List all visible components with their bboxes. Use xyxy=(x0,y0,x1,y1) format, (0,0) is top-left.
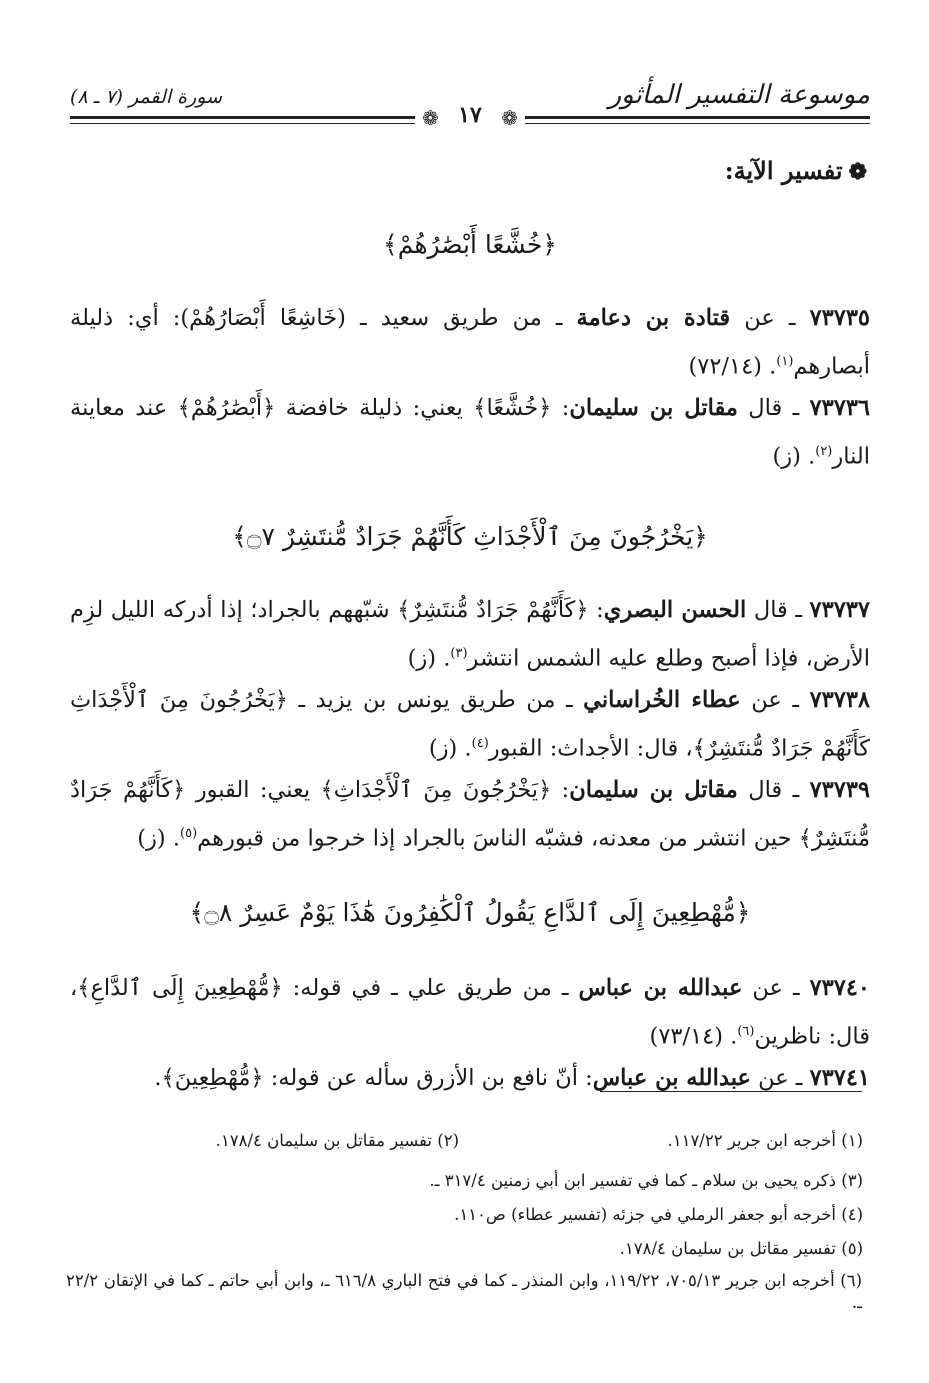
footnote-divider xyxy=(600,1091,862,1092)
book-title: موسوعة التفسير المأثور xyxy=(608,80,870,110)
entry-number: ٧٣٧٣٥ xyxy=(809,305,870,331)
entry-reference: . (ز) xyxy=(772,443,816,470)
quran-verse: ﴿خُشَّعًا أَبْصَٰرُهُمْ﴾ xyxy=(383,230,557,259)
narrator-name: الحسن البصري xyxy=(603,597,747,623)
entry-number: ٧٣٧٤٠ xyxy=(809,975,870,1001)
star-ornament-icon: ❁ xyxy=(848,159,867,185)
entry-reference: . (٧٢/١٤) xyxy=(688,353,777,380)
section-title-text: تفسير الآية: xyxy=(724,156,843,185)
footnote-2: (٢) تفسير مقاتل بن سليمان ١٧٨/٤. xyxy=(215,1131,459,1150)
narration-entry xyxy=(70,1056,870,1100)
narrator-name: عطاء الخُراساني xyxy=(583,687,741,713)
narration-entry xyxy=(70,386,870,479)
footnote-6: (٦) أخرجه ابن جرير ٧٠٥/١٣، ١١٩/٢٢، وابن المنذر ـ كما في فتح الباري ٦١٦/٨ ـ، وابن أبي حاتم ـ كما في الإتقان ٢٢/٢ ـ. xyxy=(66,1271,862,1312)
entry-number: ٧٣٧٤١ xyxy=(809,1065,870,1091)
quran-verse: ﴿يَخْرُجُونَ مِنَ ٱلْأَجْدَاثِ كَأَنَّهُمْ جَرَادٌ مُّنتَشِرٌ ۝٧﴾ xyxy=(232,522,708,551)
page-header xyxy=(70,72,870,132)
entry-intro: ـ عن xyxy=(730,305,810,331)
footnote-marker: (٦) xyxy=(737,1024,755,1039)
entry-number: ٧٣٧٣٦ xyxy=(809,395,870,421)
narrator-name: عبدالله بن عباس xyxy=(592,1065,751,1091)
footnote-5: (٥) تفسير مقاتل بن سليمان ١٧٨/٤. xyxy=(619,1239,863,1258)
footnote-marker: (٥) xyxy=(180,826,198,841)
entry-reference: . (ز) xyxy=(137,825,181,852)
entry-intro: ـ قال xyxy=(737,395,810,421)
surah-reference: سورة القمر (٧ ـ ٨) xyxy=(70,86,223,108)
narrator-name: مقاتل بن سليمان xyxy=(569,777,738,803)
page-number: ١٧ xyxy=(458,102,482,128)
entry-text: : ﴿خُشَّعًا﴾ يعني: ذليلة خافضة ﴿أَبْصَٰرُهُمْ﴾ عند معاينة النار xyxy=(70,395,870,470)
entry-intro: ـ عن xyxy=(740,687,810,713)
narrator-name: مقاتل بن سليمان xyxy=(569,395,738,421)
narration-entry xyxy=(70,588,870,681)
footnote-marker: (٢) xyxy=(815,444,833,459)
narrator-name: عبدالله بن عباس xyxy=(578,975,743,1001)
entry-number: ٧٣٧٣٧ xyxy=(809,597,870,623)
entry-text: ـ من طريق يونس بن يزيد ـ ﴿يَخْرُجُونَ مِنَ ٱلْأَجْدَاثِ كَأَنَّهُمْ جَرَادٌ مُّنتَشِرٌ﴾، قال: الأجداث: القبور xyxy=(70,687,870,762)
entry-number: ٧٣٧٣٩ xyxy=(809,777,870,803)
footnote-4: (٤) أخرجه أبو جعفر الرملي في جزئه (تفسير عطاء) ص١١٠. xyxy=(454,1205,863,1224)
footnote-1: (١) أخرجه ابن جرير ١١٧/٢٢. xyxy=(667,1131,863,1150)
entry-text: ـ من طريق سعيد ـ (خَاشِعًا أَبْصَارُهُمْ): أي: ذليلة أبصارهم xyxy=(70,305,870,380)
narration-entry xyxy=(70,966,870,1059)
entry-text: ـ من طريق علي ـ في قوله: ﴿مُّهْطِعِينَ إِلَى ٱلدَّاعِ﴾، قال: ناظرين xyxy=(70,975,870,1050)
footnote-marker: (٤) xyxy=(471,736,489,751)
entry-intro: ـ عن xyxy=(750,1065,810,1091)
entry-text: : ﴿كَأَنَّهُمْ جَرَادٌ مُّنتَشِرٌ﴾ شبّههم بالجراد؛ إذا أدركه الليل لزِم الأرض، فإذا أصبح وطلع عليه الشمس انتشر xyxy=(70,597,870,672)
ornament-icon: ❁ xyxy=(501,106,518,130)
narration-entry xyxy=(70,768,870,861)
footnote-marker: (١) xyxy=(776,354,794,369)
narration-entry xyxy=(70,296,870,389)
entry-intro: ـ قال xyxy=(737,777,810,803)
narrator-name: قتادة بن دعامة xyxy=(576,305,731,331)
ornament-icon: ❁ xyxy=(422,106,439,130)
quran-verse: ﴿مُّهْطِعِينَ إِلَى ٱلدَّاعِ يَقُولُ ٱلْكَٰفِرُونَ هَٰذَا يَوْمٌ عَسِرٌ ۝٨﴾ xyxy=(189,898,751,927)
narration-entry xyxy=(70,678,870,771)
entry-text: : أنّ نافع بن الأزرق سأله عن قوله: ﴿مُّهْطِعِينَ﴾. xyxy=(154,1065,593,1091)
entry-reference: . (٧٣/١٤) xyxy=(649,1023,738,1050)
entry-reference: . (ز) xyxy=(407,645,451,672)
entry-text: : ﴿يَخْرُجُونَ مِنَ ٱلْأَجْدَاثِ﴾ يعني: القبور ﴿كَأَنَّهُمْ جَرَادٌ مُّنتَشِرٌ﴾ حين انتشر من معدنه، فشبّه الناسَ بالجراد إذا خرجوا من قبورهم xyxy=(70,777,870,852)
entry-reference: . (ز) xyxy=(428,735,472,762)
footnote-3: (٣) ذكره يحيى بن سلام ـ كما في تفسير ابن أبي زمنين ٣١٧/٤ ـ. xyxy=(429,1171,863,1190)
entry-number: ٧٣٧٣٨ xyxy=(809,687,870,713)
footnote-marker: (٣) xyxy=(450,646,468,661)
entry-intro: ـ قال xyxy=(746,597,810,623)
section-title xyxy=(725,156,867,185)
entry-intro: ـ عن xyxy=(742,975,810,1001)
